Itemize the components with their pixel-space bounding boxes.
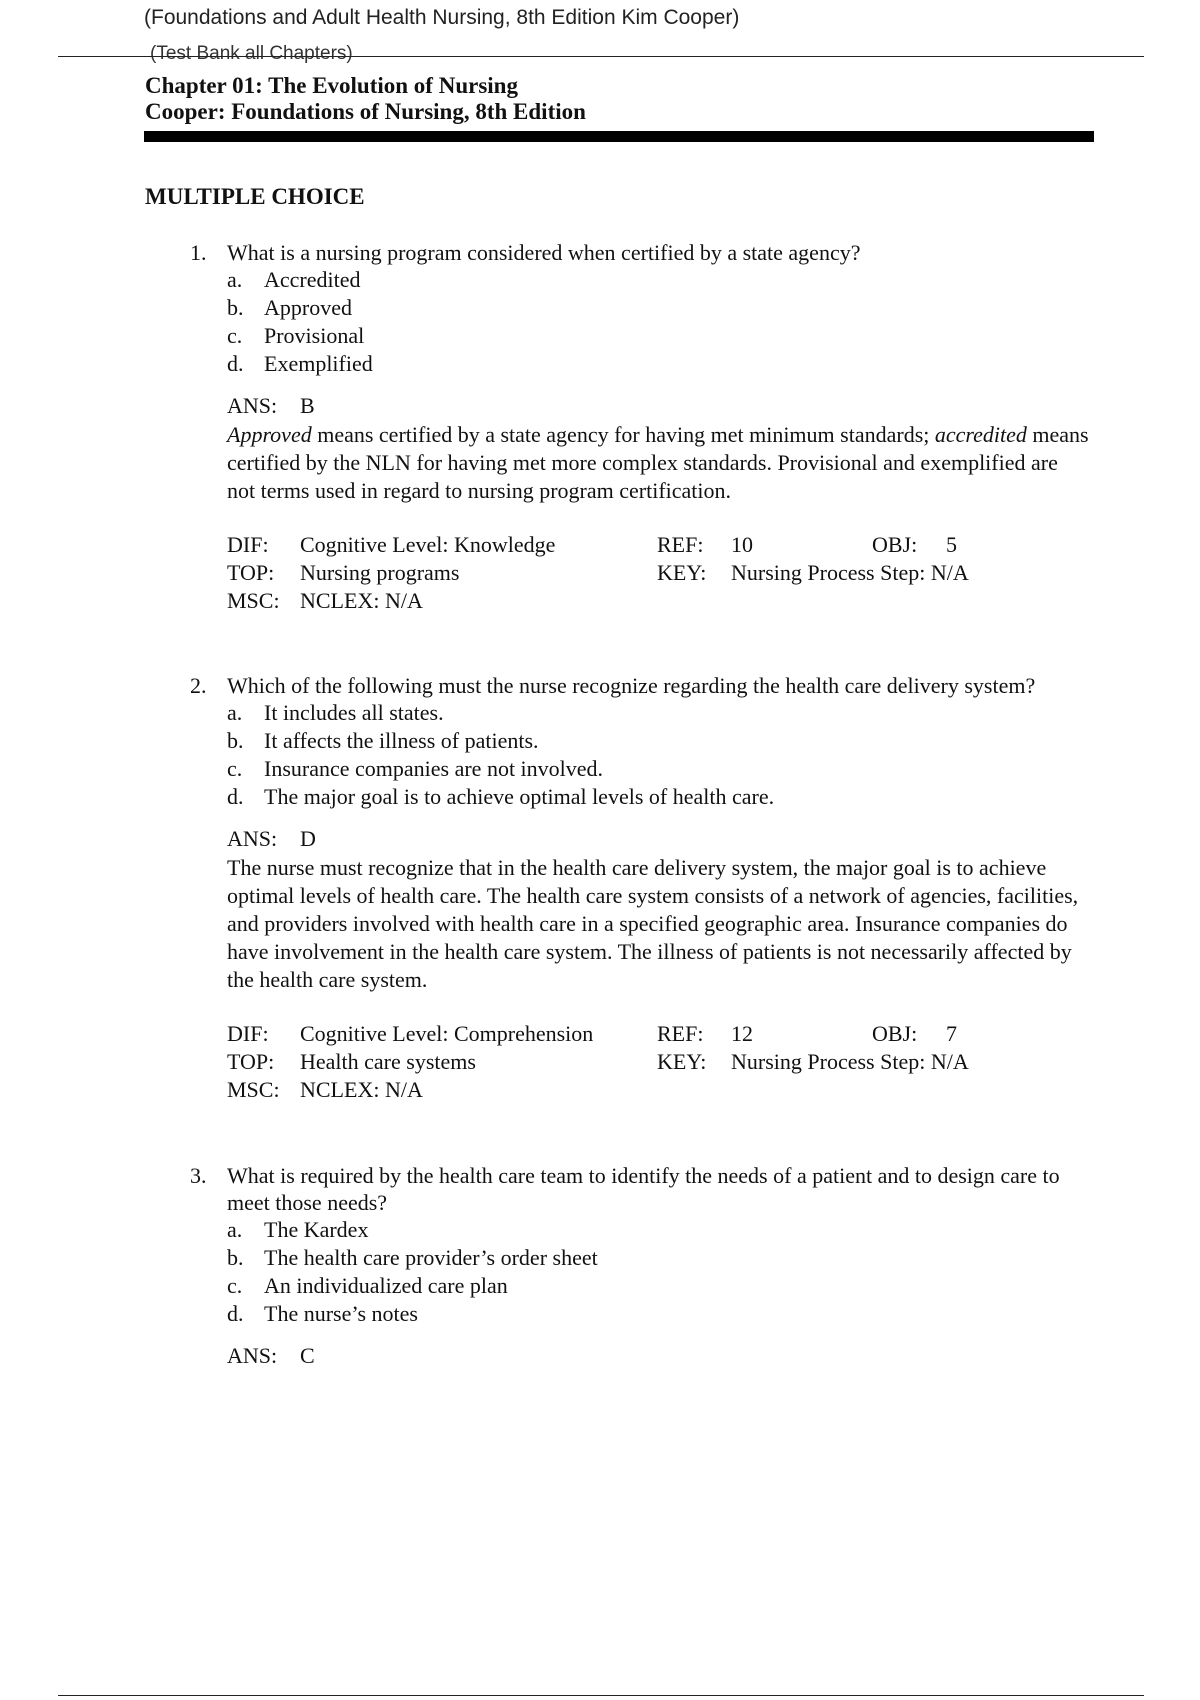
top-value: Health care systems — [300, 1049, 476, 1074]
question-stem: What is required by the health care team to identify the needs of a patient and to design care to meet those needs? — [227, 1163, 1060, 1215]
rationale: The nurse must recognize that in the health care delivery system, the major goal is to achieve optimal levels of health care. The health care system consists of a network of agencies, facilities, and providers involved with health care in a specified geographic area. Insurance companies do have involvement in the health care system. The illness of patients is not necessarily affected by the health care system. — [227, 855, 1079, 992]
option-text: Approved — [264, 295, 352, 320]
option-b — [227, 294, 1090, 322]
option-text: The health care provider’s order sheet — [264, 1245, 598, 1270]
option-text: Accredited — [264, 267, 361, 292]
option-text: The major goal is to achieve optimal levels of health care. — [264, 784, 775, 809]
top-value: Nursing programs — [300, 560, 460, 585]
option-letter: a. — [227, 1217, 243, 1242]
option-c — [227, 1272, 1090, 1300]
question-number: 2. — [190, 673, 207, 698]
option-letter: a. — [227, 700, 243, 725]
question-number: 3. — [190, 1163, 207, 1188]
dif-label: DIF: — [227, 1021, 269, 1046]
section-title: MULTIPLE CHOICE — [145, 184, 365, 209]
question-stem: Which of the following must the nurse recognize regarding the health care delivery system? — [227, 673, 1036, 698]
answer-value: D — [300, 826, 316, 851]
chapter-heading — [145, 73, 586, 125]
rationale-text: means certified by the NLN for having met more complex standards. Provisional and exemplified are not terms used in regard to nursing program certification. — [227, 422, 1089, 503]
document-source-title: (Foundations and Adult Health Nursing, 8th Edition Kim Cooper) — [144, 6, 740, 29]
obj-value: 7 — [946, 1021, 957, 1046]
option-d — [227, 350, 1090, 378]
option-letter: a. — [227, 267, 243, 292]
obj-label: OBJ: — [872, 532, 918, 557]
top-label: TOP: — [227, 560, 275, 585]
key-value: Nursing Process Step: N/A — [731, 560, 969, 585]
question-1 — [190, 239, 1090, 615]
document-source-subtitle: (Test Bank all Chapters) — [150, 43, 353, 64]
chapter-divider — [144, 131, 1094, 142]
answer-block — [227, 1342, 1090, 1369]
chapter-title: Chapter 01: The Evolution of Nursing — [145, 73, 518, 98]
option-text: An individualized care plan — [264, 1273, 508, 1298]
option-letter: c. — [227, 1273, 243, 1298]
ref-label: REF: — [657, 532, 704, 557]
ref-value: 10 — [731, 532, 753, 557]
answer-block — [227, 825, 1090, 1104]
option-b — [227, 1244, 1090, 1272]
msc-label: MSC: — [227, 1077, 280, 1102]
top-label: TOP: — [227, 1049, 275, 1074]
answer-value: B — [300, 393, 315, 418]
question-2 — [190, 672, 1090, 1104]
msc-value: NCLEX: N/A — [300, 1077, 423, 1102]
option-list — [227, 699, 1090, 811]
option-text: It affects the illness of patients. — [264, 728, 539, 753]
obj-label: OBJ: — [872, 1021, 918, 1046]
option-letter: c. — [227, 323, 243, 348]
option-letter: c. — [227, 756, 243, 781]
dif-label: DIF: — [227, 532, 269, 557]
rationale — [227, 421, 1090, 505]
footer-divider — [58, 1695, 1144, 1696]
dif-value: Cognitive Level: Comprehension — [300, 1021, 594, 1046]
ref-label: REF: — [657, 1021, 704, 1046]
answer-line — [227, 392, 1090, 419]
dif-value: Cognitive Level: Knowledge — [300, 532, 556, 557]
answer-label: ANS: — [227, 1343, 278, 1368]
question-stem: What is a nursing program considered when certified by a state agency? — [227, 240, 861, 265]
option-letter: b. — [227, 1245, 244, 1270]
ref-value: 12 — [731, 1021, 753, 1046]
msc-value: NCLEX: N/A — [300, 588, 423, 613]
question-metadata — [227, 531, 1090, 615]
question-3 — [190, 1162, 1090, 1369]
option-letter: d. — [227, 784, 244, 809]
question-number: 1. — [190, 240, 207, 265]
answer-label: ANS: — [227, 826, 278, 851]
option-text: It includes all states. — [264, 700, 444, 725]
option-list — [227, 1216, 1090, 1328]
option-d — [227, 1300, 1090, 1328]
rationale-term: accredited — [934, 422, 1027, 447]
option-b — [227, 727, 1090, 755]
answer-value: C — [300, 1343, 315, 1368]
answer-line — [227, 1342, 1090, 1369]
option-list — [227, 266, 1090, 378]
option-letter: b. — [227, 728, 244, 753]
option-a — [227, 266, 1090, 294]
option-text: Exemplified — [264, 351, 373, 376]
option-text: The nurse’s notes — [264, 1301, 418, 1326]
option-letter: b. — [227, 295, 244, 320]
key-label: KEY: — [657, 560, 707, 585]
option-a — [227, 1216, 1090, 1244]
option-text: Provisional — [264, 323, 365, 348]
answer-line — [227, 825, 1090, 852]
header-divider — [58, 56, 1144, 57]
answer-label: ANS: — [227, 393, 278, 418]
book-title: Cooper: Foundations of Nursing, 8th Edition — [145, 99, 586, 124]
key-label: KEY: — [657, 1049, 707, 1074]
option-text: Insurance companies are not involved. — [264, 756, 604, 781]
rationale-text: means certified by a state agency for having met minimum standards; — [311, 422, 935, 447]
option-c — [227, 322, 1090, 350]
key-value: Nursing Process Step: N/A — [731, 1049, 969, 1074]
answer-block — [227, 392, 1090, 615]
obj-value: 5 — [946, 532, 957, 557]
option-c — [227, 755, 1090, 783]
option-letter: d. — [227, 1301, 244, 1326]
rationale-term: Approved — [227, 422, 312, 447]
option-a — [227, 699, 1090, 727]
msc-label: MSC: — [227, 588, 280, 613]
question-metadata — [227, 1020, 1090, 1104]
option-d — [227, 783, 1090, 811]
option-text: The Kardex — [264, 1217, 369, 1242]
option-letter: d. — [227, 351, 244, 376]
